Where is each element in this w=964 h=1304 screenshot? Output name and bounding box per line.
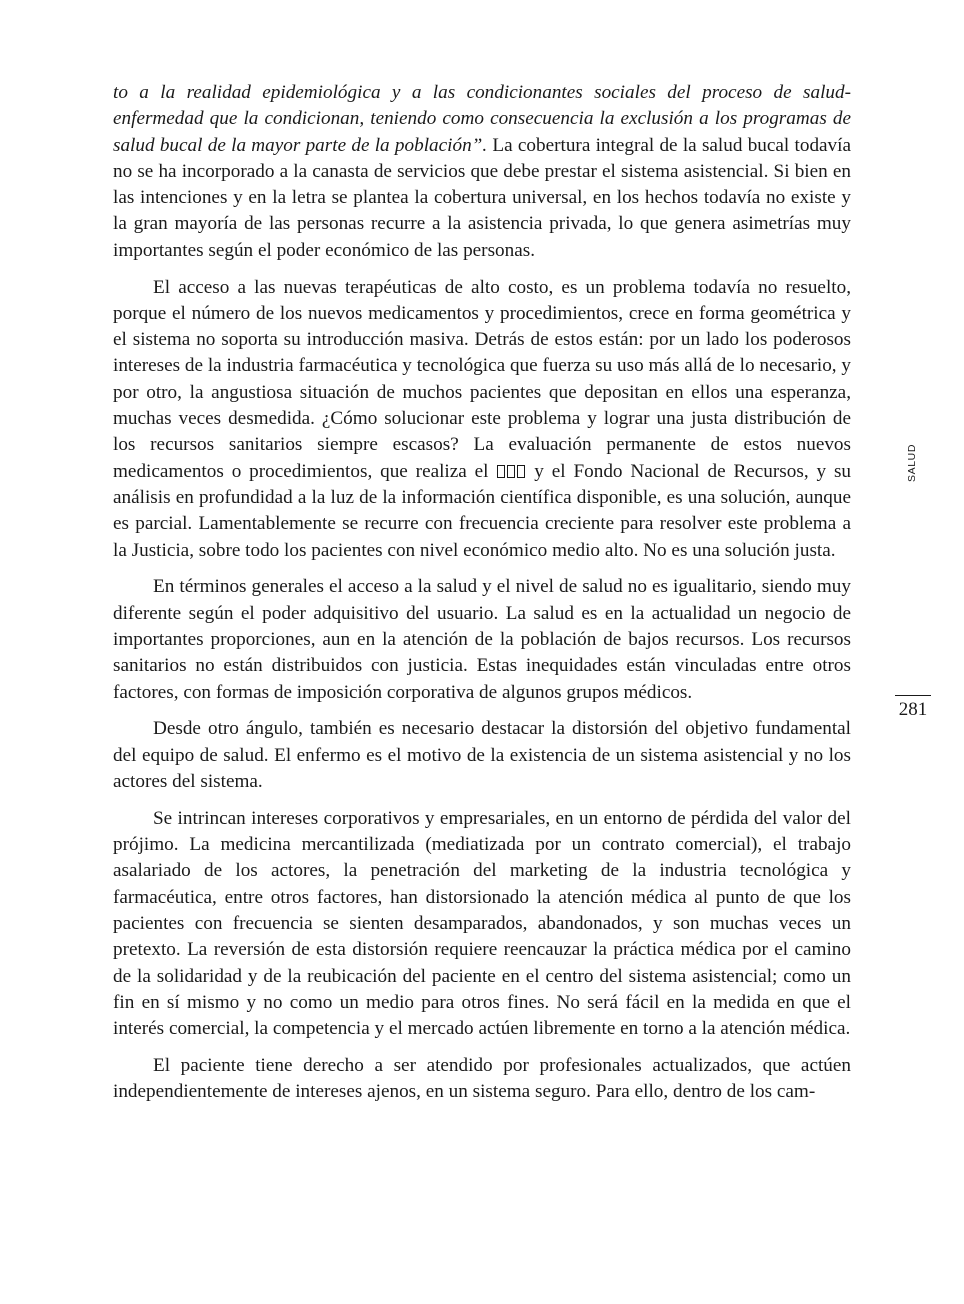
paragraph-1-text: La cobertura integral de la salud bucal todavía no se ha incorporado a la canasta de servicios que debe prestar el sistema asistencial. Si bien en las intenciones y en la letra se plantea la cobertura universal, en los hechos todavía no existe y la gran mayoría de las personas recurre a la asistencia privada, lo que genera asimetrías muy importantes según el poder económico de las personas. [113,134,851,261]
paragraph-4: Desde otro ángulo, también es necesario destacar la distorsión del objetivo fundamental del equipo de salud. El enfermo es el motivo de la existencia de un sistema asistencial y no los actores del sistema. [113,718,851,792]
section-label: SALUD [906,443,918,483]
paragraph-2-text-after: y el Fondo Nacional de Recursos, y su análisis en profundidad a la luz de la información científica disponible, es una solución, aunque es parcial. Lamentablemente se recurre con frecuencia creciente para resolver este problema a la Justicia, sobre todo los pacientes con nivel económico medio alto. No es una solución justa. [113,460,852,561]
page-number: 281 [898,699,928,720]
italic-quote: to a la realidad epidemiológica y a las condicionantes sociales del proceso de salud-enfermedad que la condicionan, teniendo como consecuencia la exclusión a los programas de salud bucal de la mayor parte de la población”. [113,82,851,156]
paragraph-2 [113,275,851,564]
section-tab [905,443,919,483]
paragraph-3: En términos generales el acceso a la salud y el nivel de salud no es igualitario, siendo muy diferente según el poder adquisitivo del usuario. La salud es en la actualidad un negocio de importantes proporciones, aun en la atención de la población de bajos recursos. Los recursos sanitarios no están distribuidos con justicia. Estas inequidades están vinculadas entre otros factores, con formas de imposición corporativa de algunos grupos médicos. [113,576,851,703]
missing-glyph-icon [517,465,525,478]
paragraph-6: El paciente tiene derecho a ser atendido por profesionales actualizados, que actúen independientemente de intereses ajenos, en un sistema seguro. Para ello, dentro de los cam- [113,1054,851,1103]
missing-glyph-icon [507,465,515,478]
paragraph-2-text-before: El acceso a las nuevas terapéuticas de alto costo, es un problema todavía no resuelto, porque el número de los nuevos medicamentos y procedimientos, crece en forma geométrica y el sistema no soporta su introducción masiva. Detrás de estos están: por un lado los poderosos intereses de la industria farmacéutica y tecnológica que fuerza su uso más allá de lo necesario, y por otro, la angustiosa situación de muchos pacientes que depositan en ellos una esperanza, muchas veces desmedida. ¿Cómo solucionar este problema y lograr una justa distribución de los recursos sanitarios siempre escasos? La evaluación permanente de estos nuevos medicamentos o procedimientos, que realiza el [113,276,851,482]
paragraph-5: Se intrincan intereses corporativos y empresariales, en un entorno de pérdida del valor del prójimo. La medicina mercantilizada (mediatizada por un contrato comercial), el trabajo asalariado de los actores, la penetración del marketing de la industria tecnológica y farmacéutica, entre otros factores, han distorsionado la atención médica al punto de que los pacientes con frecuencia se sienten desamparados, abandonados, y son muchas veces un pretexto. La reversión de esta distorsión requiere reencauzar la práctica médica por el camino de la solidaridad y de la reubicación del paciente en el centro del sistema asistencial; como un fin en sí mismo y no como un medio para otros fines. No será fácil en la medida en que el interés comercial, la competencia y el mercado actúen libremente en torno a la atención médica. [113,807,851,1040]
body-text [113,80,851,1116]
missing-glyph-icon [497,465,505,478]
paragraph-1 [113,80,851,264]
page-number-rule [895,695,931,696]
